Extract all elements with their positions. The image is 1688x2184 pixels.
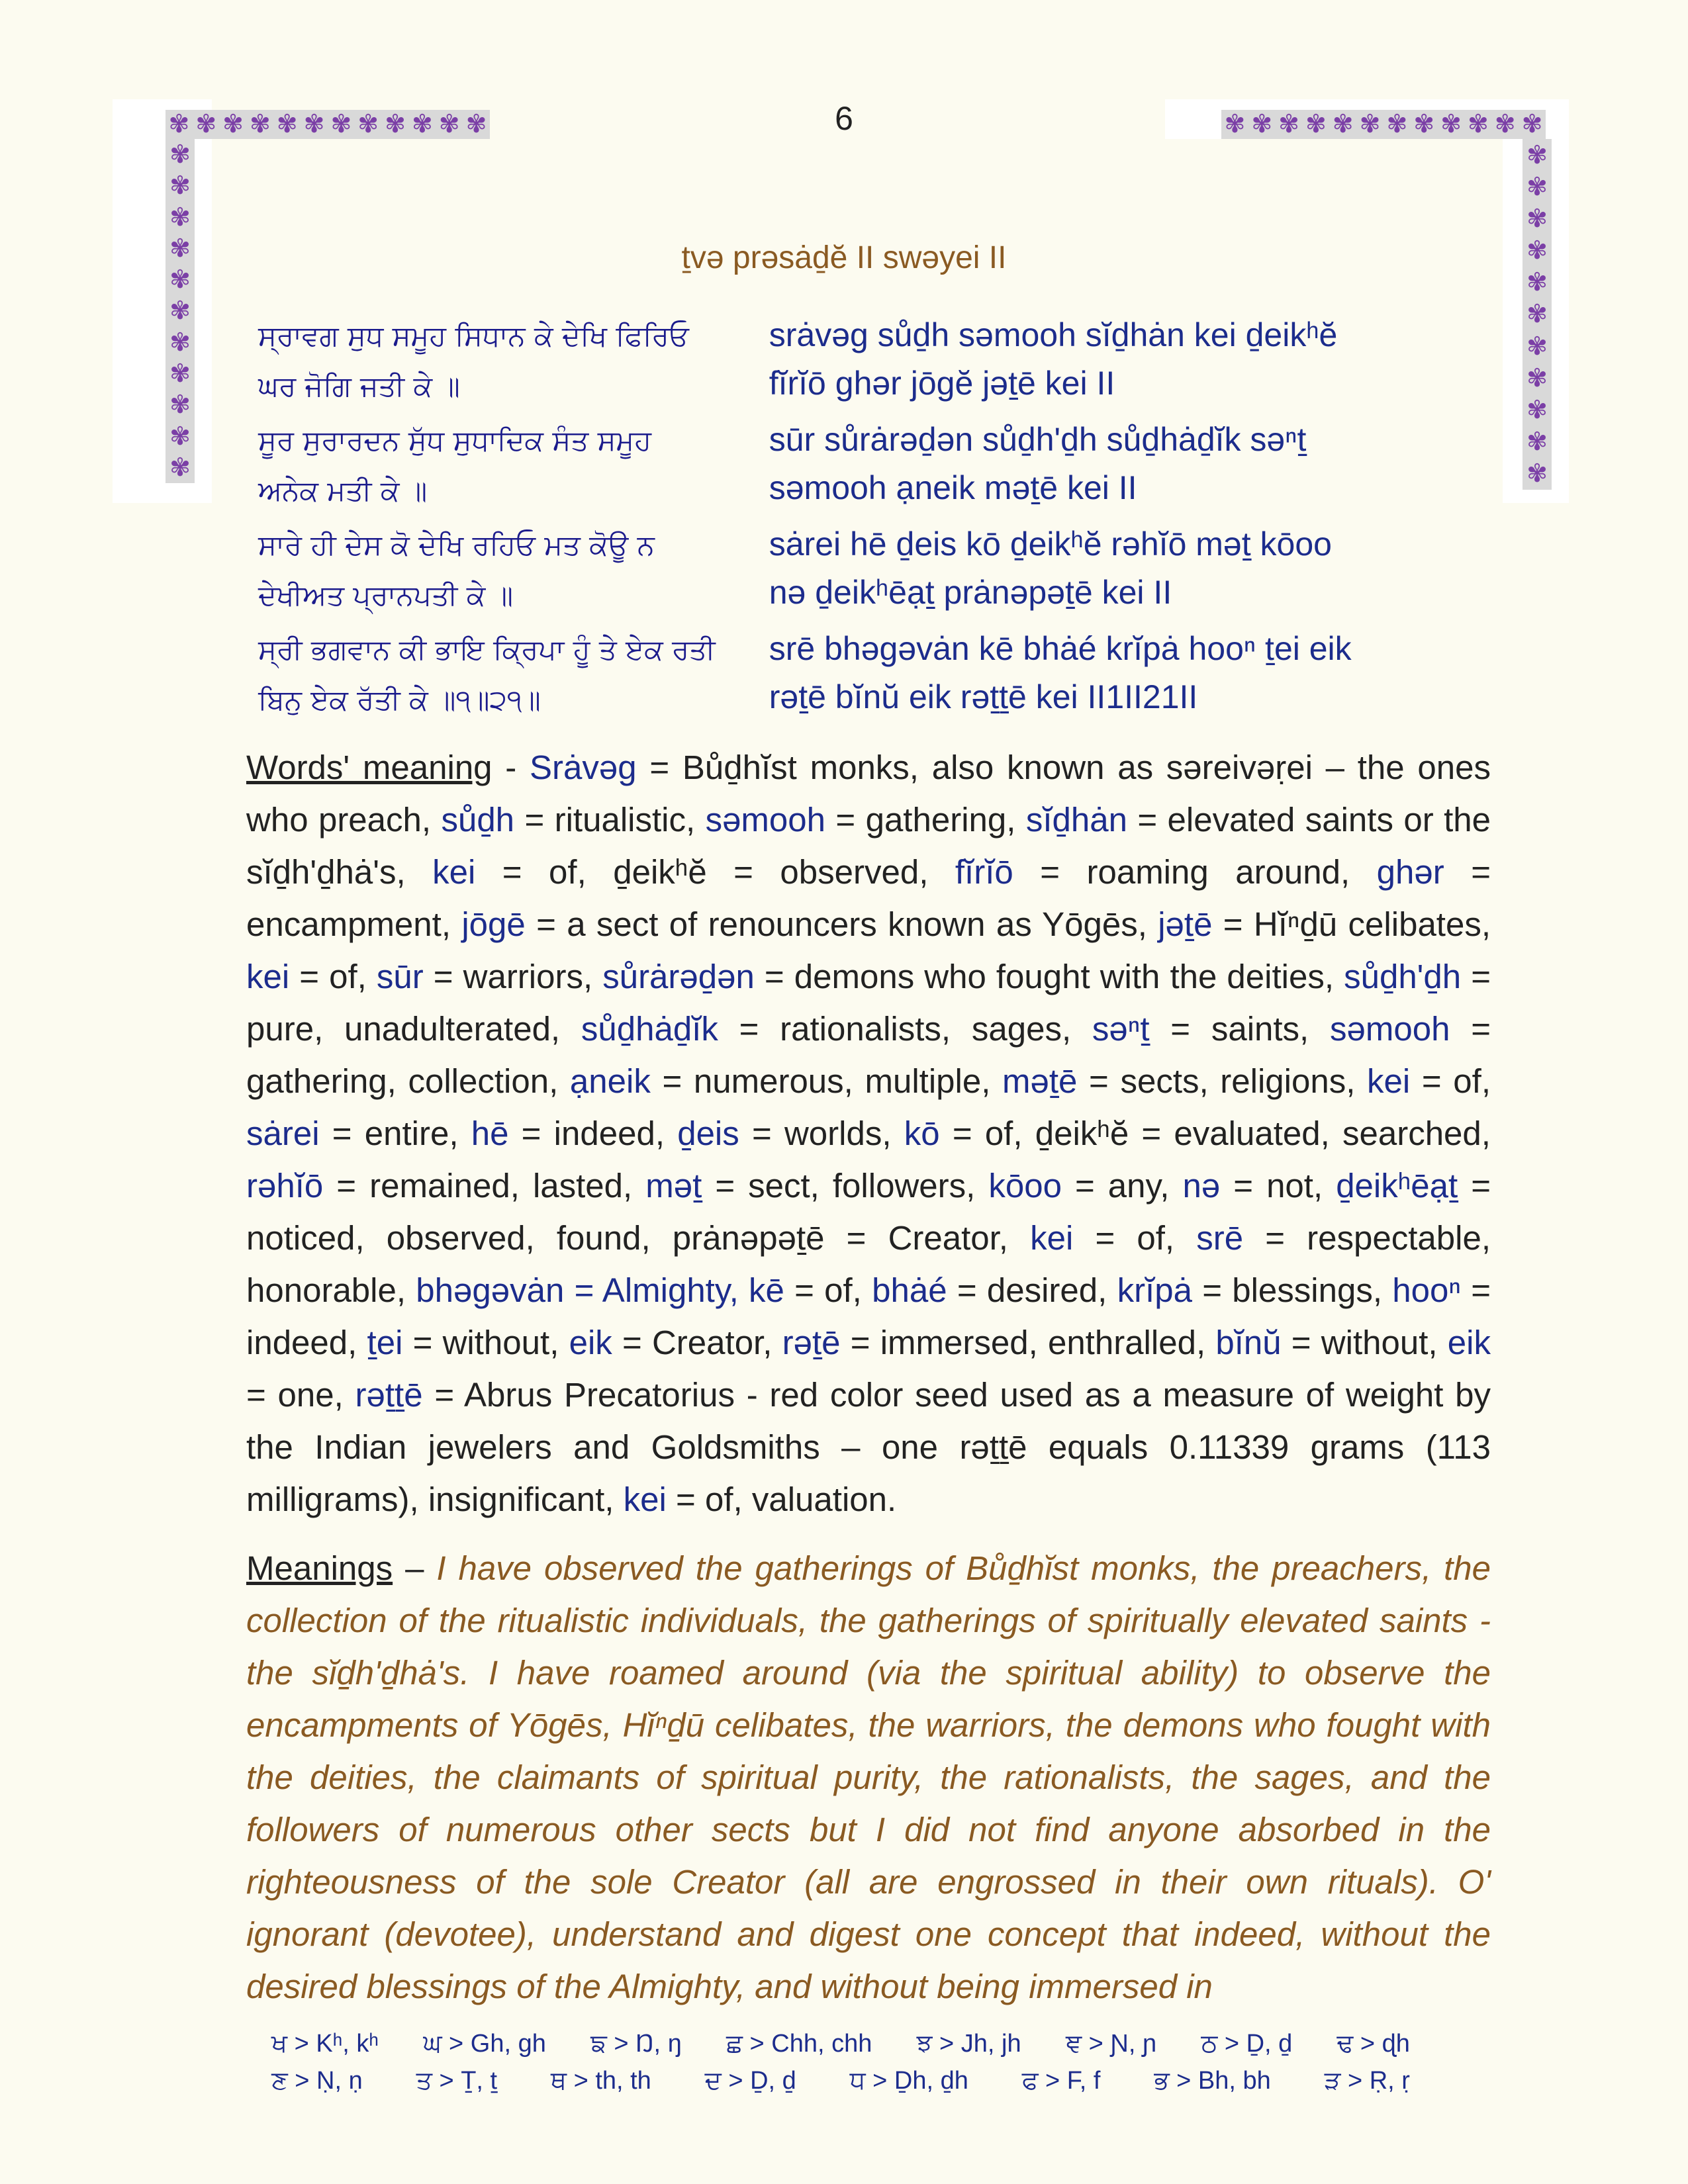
transliteration-line: sȧrei hē ḏeis kō ḏeikʰĕ rəhĭō məṯ kōoo nə ḏeikʰēạṯ prȧnəpəṯē kei II <box>769 525 1332 611</box>
glossary-term: rəhĭō <box>246 1167 324 1205</box>
glossary-term: hē <box>471 1115 509 1152</box>
key-entry: ਘ > Gh, gh <box>423 2030 546 2058</box>
flower-ornament-icon: ✾ <box>1526 428 1548 457</box>
flower-ornament-icon: ✾ <box>169 141 191 169</box>
glossary-text: = Bůḏhĭst monks, also known as səreivəṛei – the ones who preach, <box>246 749 1491 839</box>
glossary-text: = of, <box>784 1271 872 1309</box>
key-entry: ਭ > Bh, bh <box>1154 2067 1271 2095</box>
glossary-term: sūr <box>376 958 424 995</box>
glossary-term: səmooh <box>1330 1010 1450 1048</box>
glossary-term: jəṯē <box>1158 905 1213 943</box>
flower-ornament-icon: ✾ <box>1359 111 1381 138</box>
gurmukhi-line: ਸ੍ਰਾਵਗ ਸੁਧ ਸਮੂਹ ਸਿਧਾਨ ਕੇ ਦੇਖਿ ਫਿਰਿਓ ਘਰ ਜੋਗਿ ਜਤੀ ਕੇ ॥ <box>258 320 689 402</box>
gurmukhi-line: ਸ੍ਰੀ ਭਗਵਾਨ ਕੀ ਭਾਇ ਕ੍ਰਿਪਾ ਹੂੰ ਤੇ ਏਕ ਰਤੀ ਬਿਨੁ ਏਕ ਰੱਤੀ ਕੇ ॥੧॥੨੧॥ <box>258 633 716 716</box>
glossary-text: = of, valuation. <box>666 1480 897 1518</box>
glossary-term: kōoo <box>988 1167 1062 1205</box>
glossary-text: = worlds, <box>739 1115 904 1152</box>
page-number: 6 <box>835 100 853 137</box>
glossary-term: sůrȧrəḏən <box>602 958 755 995</box>
key-entry: ਙ > Ŋ, ŋ <box>590 2030 682 2058</box>
verse-row <box>258 311 1476 412</box>
meanings-text: I have observed the gatherings of Bůḏhĭst monks, the preachers, the collection of the ritualistic individuals, the gatherings of spiritually elevated saints - the sĭḏh'ḏhȧ's. I have roamed around (via the spiritual ability) to observe the encampments of Yōgēs, Hĭⁿḏū celibates, the warriors, the demons who fought with the deities, the claimants of spiritual purity, the rationalists, the sages, and the followers of numerous other sects but I did not find anyone absorbed in the righteousness of the sole Creator (all are engrossed in their own rituals). O' ignorant (devotee), understand and digest one concept that indeed, without the desired blessings of the Almighty, and without being immersed in <box>246 1549 1491 2005</box>
flower-ornament-icon: ✾ <box>169 359 191 388</box>
glossary-term: eik <box>569 1324 612 1361</box>
flower-ornament-icon: ✾ <box>1526 205 1548 233</box>
key-row <box>271 2062 1410 2099</box>
flower-ornament-icon: ✾ <box>1526 269 1548 297</box>
glossary-term: sůḏhȧḏĭk <box>581 1010 718 1048</box>
flower-ornament-icon: ✾ <box>1251 111 1273 138</box>
flower-ornament-icon: ✾ <box>385 111 406 138</box>
flower-ornament-icon: ✾ <box>1332 111 1354 138</box>
flower-ornament-icon: ✾ <box>169 453 191 482</box>
glossary-text: = remained, lasted, <box>323 1167 646 1205</box>
glossary-text: = without, <box>1281 1324 1448 1361</box>
meanings-label: Meanings <box>246 1549 393 1587</box>
frame-left-border <box>165 139 195 483</box>
flower-ornament-icon: ✾ <box>276 111 298 138</box>
glossary-text: = immersed, enthralled, <box>840 1324 1216 1361</box>
glossary-term: kei <box>246 958 290 995</box>
key-entry: ੜ > Ṛ, ṛ <box>1324 2067 1410 2095</box>
glossary-text: = saints, <box>1149 1010 1330 1048</box>
glossary-text: = demons who fought with the deities, <box>754 958 1344 995</box>
flower-ornament-icon: ✾ <box>1278 111 1299 138</box>
glossary-term: krĭpȧ <box>1117 1271 1192 1309</box>
glossary-text: = not, <box>1220 1167 1336 1205</box>
glossary-term: səⁿṯ <box>1092 1010 1150 1048</box>
glossary-text: = blessings, <box>1192 1271 1393 1309</box>
glossary-term: sȧrei <box>246 1115 320 1152</box>
glossary-text: = of, <box>1073 1219 1197 1257</box>
glossary-text: = desired, <box>947 1271 1117 1309</box>
glossary-term: rəṯṯē <box>355 1376 423 1414</box>
transliteration-line: sūr sůrȧrəḏən sůḏh'ḏh sůḏhȧḏĭk səⁿṯ səmooh ạneik məṯē kei II <box>769 421 1307 506</box>
flower-ornament-icon: ✾ <box>169 234 191 263</box>
glossary-text: = Abrus Precatorius - red color seed used as a measure of weight by the Indian jewelers and Goldsmiths – one rəṯṯē equals 0.11339 grams (113 milligrams), insignificant, <box>246 1376 1491 1518</box>
flower-ornament-icon: ✾ <box>1224 111 1246 138</box>
key-entry: ਞ > Ɲ, ɲ <box>1065 2030 1157 2058</box>
gurmukhi-line: ਸੂਰ ਸੁਰਾਰਦਨ ਸੁੱਧ ਸੁਧਾਦਿਕ ਸੰਤ ਸਮੂਹ ਅਨੇਕ ਮਤੀ ਕੇ ॥ <box>258 424 651 507</box>
verse-row <box>258 416 1476 516</box>
glossary-term: srē <box>1196 1219 1244 1257</box>
key-entry: ਖ > Kʰ, kʰ <box>271 2030 379 2058</box>
glossary-text: = ritualistic, <box>514 801 706 839</box>
key-entry: ਥ > th, th <box>550 2067 651 2095</box>
glossary-text: = numerous, multiple, <box>650 1062 1003 1100</box>
meanings-paragraph <box>246 1542 1491 2013</box>
glossary-text: = indeed, <box>246 1271 1491 1361</box>
glossary-term: səmooh <box>705 801 826 839</box>
flower-ornament-icon: ✾ <box>1526 141 1548 169</box>
glossary-term: sĭḏhȧn <box>1025 801 1127 839</box>
flower-ornament-icon: ✾ <box>438 111 460 138</box>
verse-row <box>258 520 1476 621</box>
glossary-term: sůḏh <box>441 801 515 839</box>
glossary-term: rəṯē <box>782 1324 841 1361</box>
flower-ornament-icon: ✾ <box>1413 111 1435 138</box>
glossary-text: = of, ḏeikʰĕ = observed, <box>475 853 955 891</box>
glossary-text: = rationalists, sages, <box>718 1010 1092 1048</box>
glossary-term: bhəgəvȧn = Almighty, kē <box>416 1271 784 1309</box>
flower-ornament-icon: ✾ <box>169 172 191 201</box>
flower-ornament-icon: ✾ <box>1526 396 1548 424</box>
glossary-term: jōgē <box>461 905 526 943</box>
glossary-text: = noticed, observed, found, prȧnəpəṯē = Creator, <box>246 1167 1491 1257</box>
flower-ornament-icon: ✾ <box>1467 111 1489 138</box>
glossary-term: kei <box>1367 1062 1411 1100</box>
key-entry: ਢ > ɖh <box>1336 2030 1410 2058</box>
glossary-text: = warriors, <box>423 958 603 995</box>
flower-ornament-icon: ✾ <box>465 111 487 138</box>
flower-ornament-icon: ✾ <box>169 203 191 232</box>
transliteration-key <box>271 2025 1410 2099</box>
flower-ornament-icon: ✾ <box>168 111 190 138</box>
glossary-text: = roaming around, <box>1013 853 1377 891</box>
glossary-term: bĭnŭ <box>1215 1324 1282 1361</box>
flower-ornament-icon: ✾ <box>1526 237 1548 265</box>
verse-header: ṯvə prəsȧḏĕ II swəyei II <box>681 240 1007 275</box>
verse-block <box>258 311 1476 729</box>
glossary-text: = without, <box>402 1324 569 1361</box>
flower-ornament-icon: ✾ <box>249 111 271 138</box>
glossary-term: ghər <box>1376 853 1444 891</box>
flower-ornament-icon: ✾ <box>169 422 191 451</box>
key-entry: ਤ > Ṯ, ṯ <box>416 2067 498 2095</box>
flower-ornament-icon: ✾ <box>1521 111 1543 138</box>
glossary-text: = entire, <box>319 1115 471 1152</box>
glossary-text: = elevated saints or the sĭḏh'ḏhȧ's, <box>246 801 1491 891</box>
glossary-term: sůḏh'ḏh <box>1344 958 1462 995</box>
transliteration-line: srē bhəgəvȧn kē bhȧé krĭpȧ hooⁿ ṯei eik rəṯē bĭnŭ eik rəṯṯē kei II1II21II <box>769 630 1352 715</box>
gurmukhi-line: ਸਾਰੇ ਹੀ ਦੇਸ ਕੋ ਦੇਖਿ ਰਹਿਓ ਮਤ ਕੋਊ ਨ ਦੇਖੀਅਤ ਪ੍ਰਾਨਪਤੀ ਕੇ ॥ <box>258 529 655 612</box>
glossary-text: = Creator, <box>612 1324 782 1361</box>
flower-ornament-icon: ✾ <box>169 391 191 420</box>
glossary-term: ḏeis <box>677 1115 739 1152</box>
glossary-text: = respectable, honorable, <box>246 1219 1491 1309</box>
glossary-text: = a sect of renouncers known as Yōgēs, <box>525 905 1158 943</box>
glossary-text: = sect, followers, <box>702 1167 989 1205</box>
words-meaning-body <box>246 749 1491 1518</box>
glossary-term: kei <box>432 853 476 891</box>
glossary-term: məṯ <box>645 1167 702 1205</box>
meanings-dash: – <box>393 1549 437 1587</box>
flower-ornament-icon: ✾ <box>330 111 352 138</box>
key-entry: ਦ > Ḏ, ḏ <box>704 2067 796 2095</box>
key-entry: ਧ > Ḏh, ḏh <box>849 2067 968 2095</box>
key-entry: ਛ > Chh, chh <box>726 2030 872 2058</box>
glossary-text: = encampment, <box>246 853 1491 943</box>
glossary-term: Srȧvəg <box>530 749 637 786</box>
key-entry: ਝ > Jh, jh <box>916 2030 1021 2058</box>
flower-ornament-icon: ✾ <box>1305 111 1327 138</box>
flower-ornament-icon: ✾ <box>1494 111 1516 138</box>
key-entry: ਣ > Ṇ, ṇ <box>271 2067 363 2095</box>
glossary-term: ṯei <box>367 1324 403 1361</box>
key-entry: ਫ > F, f <box>1021 2067 1101 2095</box>
flower-ornament-icon: ✾ <box>1440 111 1462 138</box>
flower-ornament-icon: ✾ <box>1526 364 1548 392</box>
flower-ornament-icon: ✾ <box>169 328 191 357</box>
glossary-text: - <box>492 749 530 786</box>
glossary-text: = sects, religions, <box>1077 1062 1368 1100</box>
glossary-text: = Hĭⁿḏū celibates, <box>1212 905 1491 943</box>
glossary-term: kei <box>623 1480 667 1518</box>
frame-right-border <box>1523 139 1552 490</box>
flower-ornament-icon: ✾ <box>303 111 325 138</box>
glossary-text: = any, <box>1061 1167 1183 1205</box>
glossary-term: kō <box>904 1115 940 1152</box>
words-meaning-paragraph <box>246 741 1491 1525</box>
flower-ornament-icon: ✾ <box>357 111 379 138</box>
transliteration-line: srȧvəg sůḏh səmooh sĭḏhȧn kei ḏeikʰĕ fĭrĭō ghər jōgĕ jəṯē kei II <box>769 316 1338 402</box>
glossary-term: məṯē <box>1002 1062 1078 1100</box>
glossary-term: hooⁿ <box>1392 1271 1461 1309</box>
flower-ornament-icon: ✾ <box>1526 332 1548 361</box>
glossary-term: fĭrĭō <box>955 853 1013 891</box>
flower-ornament-icon: ✾ <box>169 266 191 295</box>
words-meaning-label: Words' meaning <box>246 749 492 786</box>
frame-backdrop-left <box>113 99 212 503</box>
flower-ornament-icon: ✾ <box>169 297 191 326</box>
flower-ornament-icon: ✾ <box>195 111 217 138</box>
glossary-text: = one, <box>246 1376 355 1414</box>
glossary-text: = indeed, <box>508 1115 678 1152</box>
glossary-text: = of, ḏeikʰĕ = evaluated, searched, <box>939 1115 1491 1152</box>
glossary-term: ḏeikʰēạṯ <box>1336 1167 1458 1205</box>
key-row <box>271 2025 1410 2062</box>
glossary-text: = gathering, <box>825 801 1026 839</box>
glossary-text: = of, <box>289 958 377 995</box>
flower-ornament-icon: ✾ <box>222 111 244 138</box>
glossary-term: nə <box>1182 1167 1221 1205</box>
key-entry: ਠ > Ḏ, ḏ <box>1201 2030 1293 2058</box>
flower-ornament-icon: ✾ <box>1386 111 1408 138</box>
glossary-text: = of, <box>1410 1062 1491 1100</box>
flower-ornament-icon: ✾ <box>411 111 433 138</box>
glossary-text: = pure, unadulterated, <box>246 958 1491 1048</box>
flower-ornament-icon: ✾ <box>1526 460 1548 488</box>
glossary-text: = gathering, collection, <box>246 1010 1491 1100</box>
glossary-term: bhȧé <box>872 1271 947 1309</box>
verse-row <box>258 625 1476 725</box>
glossary-term: kei <box>1030 1219 1074 1257</box>
glossary-term: eik <box>1447 1324 1491 1361</box>
glossary-term: ạneik <box>569 1062 651 1100</box>
flower-ornament-icon: ✾ <box>1526 173 1548 201</box>
flower-ornament-icon: ✾ <box>1526 300 1548 329</box>
